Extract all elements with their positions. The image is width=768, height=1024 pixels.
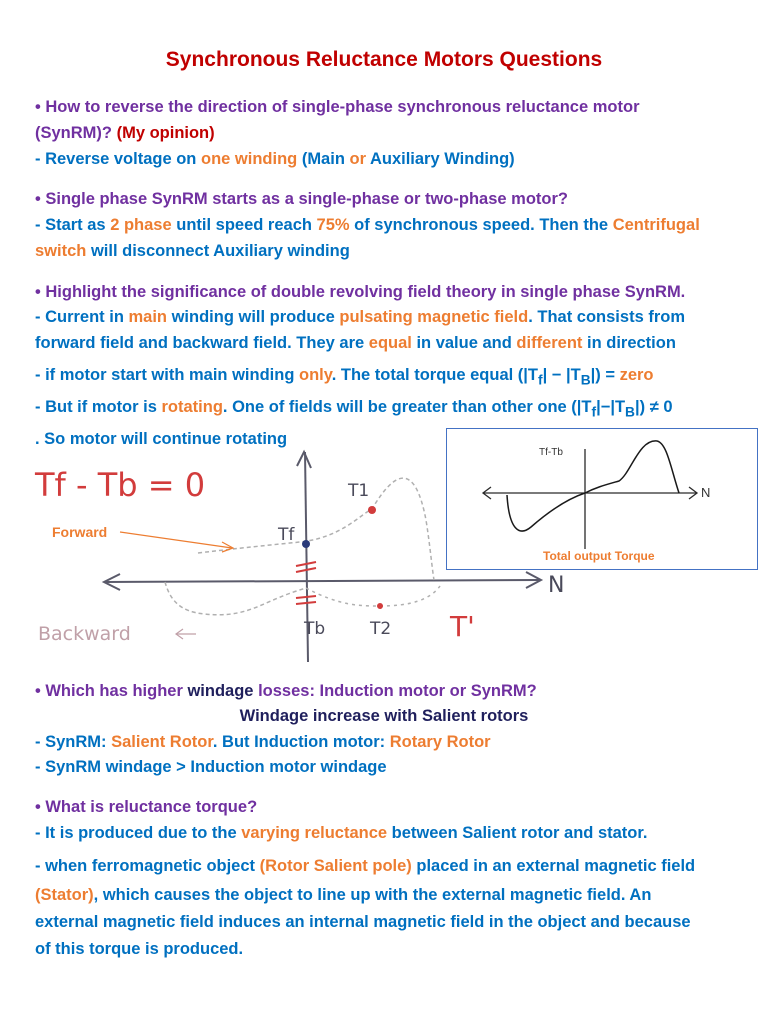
answer-start-phase-line2 — [35, 242, 350, 261]
backward-label: Backward — [38, 623, 131, 645]
answer-text: until speed reach — [171, 216, 317, 234]
answer-text: - It is produced due to the — [35, 824, 242, 842]
answer-text: in value and — [411, 334, 517, 352]
answer-text: | − |T — [542, 366, 581, 384]
question-windage — [35, 682, 537, 701]
total-torque-plot — [447, 429, 757, 569]
answer-reluctance-line1 — [35, 824, 647, 843]
answer-reluctance-line3 — [35, 886, 651, 905]
tick-mark — [296, 602, 316, 604]
sketch-t2-label: T2 — [370, 619, 392, 639]
answer-text: of synchronous speed. Then the — [349, 216, 613, 234]
highlight-text: equal — [368, 334, 412, 352]
question-start-phase: • Single phase SynRM starts as a single-phase or two-phase motor? — [35, 190, 568, 208]
answer-start-phase-line1 — [35, 216, 700, 235]
question-text: • Which has higher — [35, 682, 188, 700]
tf-marker — [302, 540, 310, 548]
answer-text: - when ferromagnetic object — [35, 857, 260, 875]
highlight-text: switch — [35, 242, 87, 260]
highlight-text: (Rotor Salient pole) — [259, 857, 412, 875]
answer-torque-zero — [35, 366, 654, 387]
highlight-text: 2 phase — [110, 216, 172, 234]
answer-text: |) ≠ 0 — [634, 398, 673, 416]
subscript: B — [580, 372, 591, 388]
answer-text: |) = — [590, 366, 620, 384]
total-torque-graph — [446, 428, 758, 570]
opinion-note: (My opinion) — [116, 124, 215, 142]
question-reverse-direction-cont — [35, 124, 215, 143]
question-text: (SynRM)? — [35, 124, 117, 142]
answer-text: - Current in — [35, 308, 129, 326]
forward-label: Forward — [52, 524, 108, 540]
question-double-revolving: • Highlight the significance of double revolving field theory in single phase SynRM. — [35, 283, 686, 301]
sketch-tf-label: Tf — [278, 525, 295, 545]
highlight-text: varying reluctance — [241, 824, 388, 842]
answer-torque-nonzero — [35, 398, 673, 419]
total-torque-curve — [507, 441, 679, 531]
sketch-t-prime-label: T' — [450, 610, 475, 643]
forward-arrow — [120, 532, 232, 548]
sketch-horizontal-axis — [105, 580, 540, 582]
highlight-text: pulsating magnetic field — [339, 308, 529, 326]
subscript: f — [591, 404, 597, 420]
forward-curve — [198, 478, 434, 580]
highlight-text: one winding — [200, 150, 298, 168]
question-text: losses: Induction motor or SynRM? — [253, 682, 537, 700]
answer-reverse-voltage — [35, 150, 515, 169]
answer-double-revolving-line1 — [35, 308, 685, 327]
answer-text: Auxiliary Winding) — [365, 150, 515, 168]
answer-text: - But if motor is — [35, 398, 162, 416]
highlight-text: zero — [619, 366, 654, 384]
sketch-tb-label: Tb — [304, 619, 326, 639]
answer-text: . The total torque equal (|T — [331, 366, 538, 384]
answer-reluctance-line4: external magnetic field induces an internal magnetic field in the object and because — [35, 913, 691, 931]
answer-text: forward field and backward field. They are — [35, 334, 369, 352]
answer-text: |−|T — [596, 398, 626, 416]
backward-curve-right — [306, 586, 440, 606]
answer-text: between Salient rotor and stator. — [387, 824, 648, 842]
answer-text: (Main — [297, 150, 350, 168]
answer-text: - Reverse voltage on — [35, 150, 201, 168]
answer-text: placed in an external magnetic field — [411, 857, 696, 875]
answer-text: . That consists from — [528, 308, 685, 326]
answer-text: will disconnect Auxiliary winding — [86, 242, 350, 260]
subscript: f — [538, 372, 543, 388]
answer-text: - if motor start with main winding — [35, 366, 299, 384]
answer-windage-line2: - SynRM windage > Induction motor windage — [35, 758, 387, 776]
answer-reluctance-line5: of this torque is produced. — [35, 940, 244, 958]
sketch-axis-n-label: N — [548, 573, 565, 598]
answer-text: winding will produce — [167, 308, 340, 326]
highlight-text: main — [128, 308, 168, 326]
graph-y-label: Tf-Tb — [539, 447, 563, 458]
question-highlight: windage — [187, 682, 254, 700]
highlight-text: Salient Rotor — [111, 733, 213, 751]
highlight-text: Centrifugal — [612, 216, 700, 234]
sketch-t1-label: T1 — [348, 481, 370, 501]
answer-reluctance-line2 — [35, 857, 695, 876]
page-title: Synchronous Reluctance Motors Questions — [165, 48, 603, 71]
windage-note: Windage increase with Salient rotors — [239, 707, 529, 725]
highlight-text: 75% — [316, 216, 350, 234]
backward-curve — [165, 582, 306, 615]
answer-text: - SynRM: — [35, 733, 112, 751]
sketch-axis-arrowhead — [297, 452, 311, 468]
answer-text: . One of fields will be greater than other one (|T — [222, 398, 592, 416]
graph-caption: Total output Torque — [543, 549, 655, 563]
answer-windage-line1 — [35, 733, 491, 752]
tick-mark — [296, 596, 316, 598]
highlight-text: only — [299, 366, 332, 384]
t1-marker — [368, 506, 376, 514]
highlight-text: Rotary Rotor — [389, 733, 491, 751]
question-reluctance-torque: • What is reluctance torque? — [35, 798, 258, 816]
highlight-text: or — [349, 150, 366, 168]
highlight-text: rotating — [161, 398, 223, 416]
answer-continue-rotating: . So motor will continue rotating — [35, 430, 288, 448]
graph-x-label: N — [701, 485, 711, 500]
subscript: B — [625, 404, 635, 420]
answer-text: - Start as — [35, 216, 111, 234]
highlight-text: different — [516, 334, 583, 352]
question-reverse-direction: • How to reverse the direction of single-phase synchronous reluctance motor — [35, 98, 640, 116]
highlight-text: (Stator) — [35, 886, 94, 904]
answer-text: , which causes the object to line up with the external magnetic field. An — [93, 886, 652, 904]
answer-text: . But Induction motor: — [212, 733, 390, 751]
answer-text: in direction — [582, 334, 676, 352]
t2-marker — [377, 603, 383, 609]
sketch-equation: Tf - Tb = 0 — [35, 466, 206, 504]
answer-double-revolving-line2 — [35, 334, 676, 353]
